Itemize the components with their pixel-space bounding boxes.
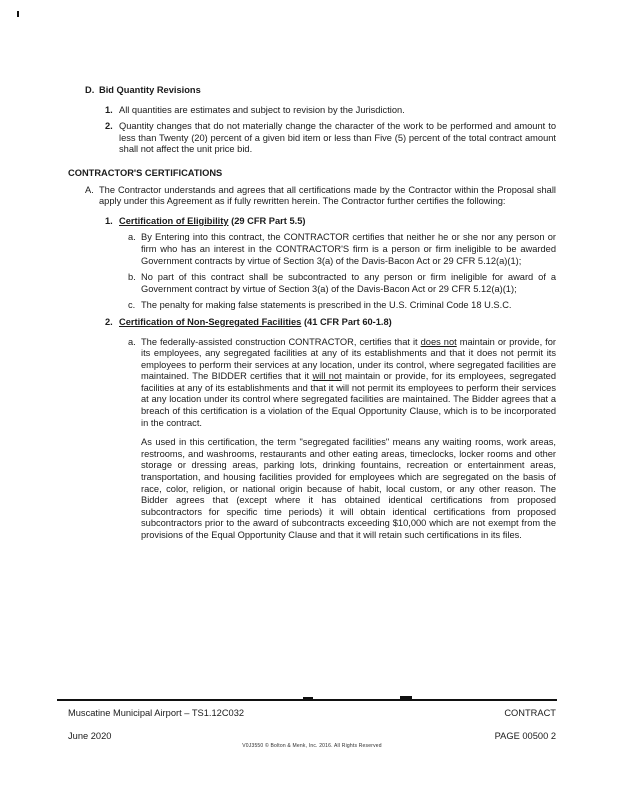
cert1-item-a (68, 232, 556, 267)
item-a-text: The Contractor understands and agrees that all certifications made by the Contractor within the Proposal shall apply under this Agreement as if fully rewritten herein. The Contractor further certifies the following: (99, 184, 556, 207)
cert2-para1-part2: maintain or provide, for its employees, any segregated facilities at any of its establishments and that it does not permit its employees to perform their services at any location, under its control, where segregated facilities are maintained. The BIDDER certifies that it (141, 336, 556, 382)
cert2-title (119, 317, 556, 329)
cert1-item-c-text: The penalty for making false statements is prescribed in the U.S. Criminal Code 18 U.S.C. (141, 300, 512, 311)
footer-row-project (68, 708, 556, 720)
certifications-item-a (68, 185, 556, 208)
section-d-title: Bid Quantity Revisions (99, 85, 201, 95)
cert1-item-a-marker: a. (128, 232, 136, 243)
cert2-heading (68, 317, 556, 329)
section-d-item-2 (68, 121, 556, 156)
cert2-para1-part3: maintain or provide, for its employees, segregated facilities at any of its establishments and that it will not permit its employees to perform their services at any location under its control where segregated facilities are maintained. The Bidder agrees that a breach of this certification is a violation of the Equal Opportunity Clause, which is to be incorporated in the contract. (141, 371, 556, 428)
cert2-item-a-marker: a. (128, 336, 136, 347)
item-a-marker: A. (85, 184, 94, 195)
certifications-heading: CONTRACTOR'S CERTIFICATIONS (68, 167, 223, 178)
footer-page-number: PAGE 00500 2 (494, 731, 556, 741)
cert1-item-b-marker: b. (128, 272, 136, 283)
section-d-item-1 (68, 105, 556, 117)
footer-row-date-page (68, 731, 556, 743)
footer-project-name: Muscatine Municipal Airport – TS1.12C032 (68, 708, 245, 718)
footer-doc-type: CONTRACT (504, 708, 556, 718)
cert2-marker: 2. (105, 316, 113, 327)
item-1-text: All quantities are estimates and subject to revision by the Jurisdiction. (119, 104, 405, 115)
cert1-item-b (68, 272, 556, 295)
scan-artifact-bump (400, 696, 412, 699)
footer-separator-line (57, 699, 557, 701)
item-2-marker: 2. (105, 121, 113, 132)
cert2-item-a-paragraph-2: As used in this certification, the term "segregated facilities" means any waiting rooms, work areas, restrooms, and washrooms, restaurants and other eating areas, timeclocks, locker rooms and other storage or dressing areas, parking lots, drinking fountains, recreation or entertainment areas, transportation, and housing facilities provided for employees which are segregated on the basis of race, color, religion, or national origin because of habit, local custom, or any other reason. The Bidder agrees that (except where it has obtained identical certifications from proposed subcontractors for specific time periods) it will obtain identical certifications from proposed subcontractors prior to the award of subcontracts exceeding $10,000 which are not exempt from the provisions of the Equal Opportunity Clause and that it will retain such certifications in its files. (141, 437, 556, 540)
item-2-text: Quantity changes that do not materially change the character of the work to be performed and amount to less than Twenty (20) percent of a given bid item or less than Five (5) percent of the total contract amount shall not affect the unit price bid. (119, 121, 556, 155)
cert1-item-b-text: No part of this contract shall be subcontracted to any person or firm ineligible for award of a Government contract by virtue of Section 3(a) of the Davis-Bacon Act or 29 CFR 5.12(a)(1); (141, 272, 556, 294)
cert1-item-a-text: By Entering into this contract, the CONTRACTOR certifies that neither he or she nor any person or firm who has an interest in the CONTRACTOR'S firm is a person or firm ineligible to be awarded Government contracts by virtue of Section 3(a) of the Davis-Bacon Act or 29 CFR 5.12(a)(1); (141, 232, 556, 266)
cert2-para1-underline-does-not: does not (420, 336, 457, 347)
cert1-item-c (68, 300, 556, 312)
cert1-title (119, 216, 556, 228)
cert2-item-a-paragraph-1 (68, 337, 556, 430)
cert1-title-underlined: Certification of Eligibility (119, 215, 229, 226)
cert1-item-c-marker: c. (128, 300, 136, 311)
cert1-heading (68, 216, 556, 228)
scan-artifact-mark (17, 11, 19, 17)
scan-artifact-bump (303, 697, 313, 699)
cert2-item-a-text (141, 337, 556, 430)
footer-copyright: V0J3550 © Bolton & Menk, Inc. 2016. All Rights Reserved (242, 743, 382, 749)
item-1-marker: 1. (105, 104, 113, 115)
section-d-heading (68, 85, 556, 97)
cert1-title-suffix: (29 CFR Part 5.5) (228, 215, 306, 226)
document-body (68, 85, 556, 542)
cert2-title-underlined: Certification of Non-Segregated Facilities (119, 316, 302, 327)
footer-date: June 2020 (68, 731, 112, 741)
cert1-marker: 1. (105, 215, 113, 226)
cert2-para1-underline-will-not: will not (312, 371, 342, 382)
cert2-para1-part1: The federally-assisted construction CONTRACTOR, certifies that it (141, 336, 421, 347)
cert2-title-suffix: (41 CFR Part 60-1.8) (301, 316, 392, 327)
section-d-marker: D. (85, 85, 95, 95)
